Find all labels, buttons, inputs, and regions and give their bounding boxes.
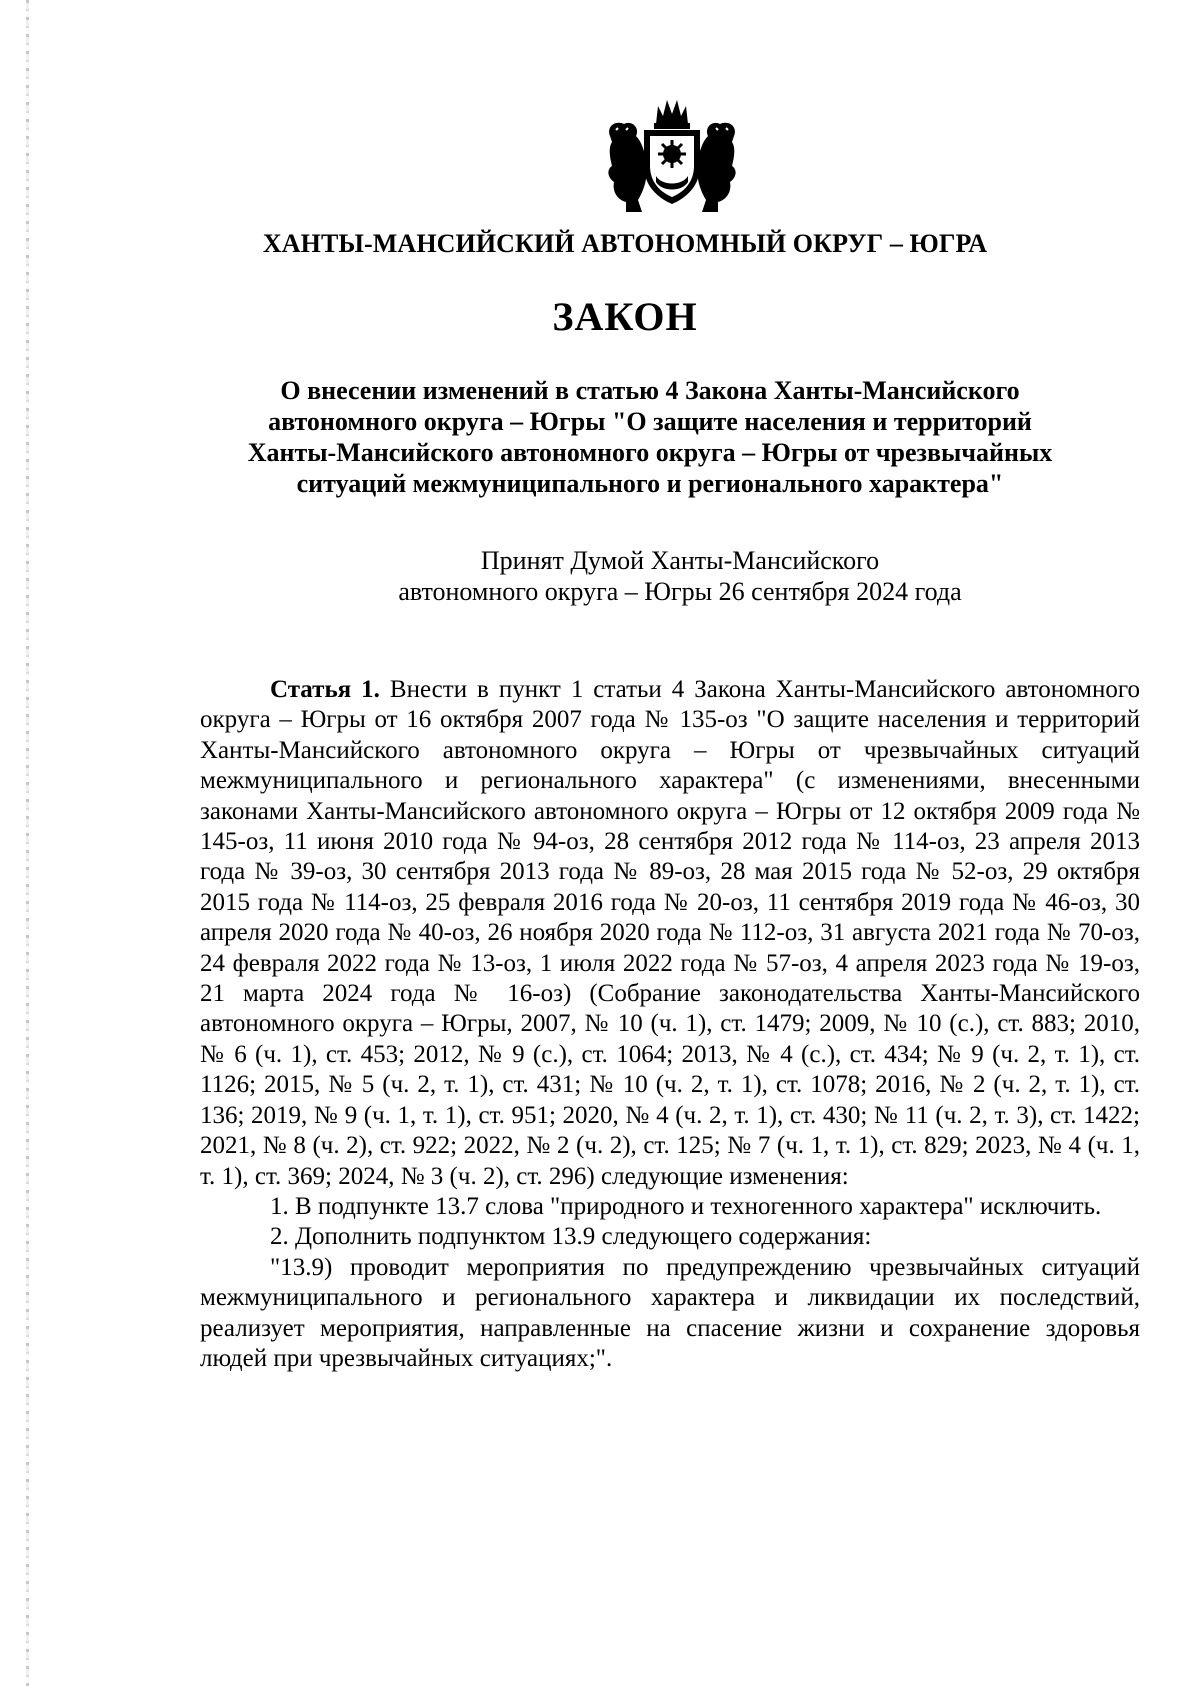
article-1-intro-text: Внести в пункт 1 статьи 4 Закона Ханты-Мансийского автономного округа – Югры от 16 октября 2007 года № 135-оз "О защите населения и территорий Ханты-Мансийского автономного округа – Югры от чрезвычайных ситуаций межмуниципального и регионального характера" (с изменениями, внесенными законами Ханты-Мансийского автономного округа – Югры от 12 октября 2009 года № 145-оз, 11 июня 2010 года № 94-оз, 28 сентября 2012 года № 114-оз, 23 апреля 2013 года № 39-оз, 30 сентября 2013 года № 89-оз, 28 мая 2015 года № 52-оз, 29 октября 2015 года № 114-оз, 25 февраля 2016 года № 20-оз, 11 сентября 2019 года № 46-оз, 30 апреля 2020 года № 40-оз, 26 ноября 2020 года № 112-оз, 31 августа 2021 года № 70-оз, 24 февраля 2022 года № 13-оз, 1 июля 2022 года № 57-оз, 4 апреля 2023 года № 19-оз, 21 марта 2024 года № 16-оз) (Собрание законодательства Ханты-Мансийского автономного округа – Югры, 2007, № 10 (ч. 1), ст. 1479; 2009, № 10 (с.), ст. 883; 2010, № 6 (ч. 1), ст. 453; 2012, № 9 (с.), ст. 1064; 2013, № 4 (с.), ст. 434; № 9 (ч. 2, т. 1), ст. 1126; 2015, № 5 (ч. 2, т. 1), ст. 431; № 10 (ч. 2, т. 1), ст. 1078; 2016, № 2 (ч. 2, т. 1), ст. 136; 2019, № 9 (ч. 1, т. 1), ст. 951; 2020, № 4 (ч. 2, т. 1), ст. 430; № 11 (ч. 2, т. 3), ст. 1422; 2021, № 8 (ч. 2), ст. 922; 2022, № 2 (ч. 2), ст. 125; № 7 (ч. 1, т. 1), ст. 829; 2023, № 4 (ч. 1, т. 1), ст. 369; 2024, № 3 (ч. 2), ст. 296) следующие изменения: [200, 676, 1140, 1190]
adoption-note-line: Принят Думой Ханты-Мансийского [480, 546, 880, 575]
adoption-note [300, 545, 1060, 607]
region-name: ХАНТЫ-МАНСИЙСКИЙ АВТОНОМНЫЙ ОКРУГ – ЮГРА [262, 229, 988, 258]
coat-of-arms-emblem [602, 96, 742, 214]
article-1-intro [200, 675, 1140, 1192]
law-title-line: ситуаций межмуниципального и регионального характера" [296, 469, 1004, 498]
article-1-item-2: 2. Дополнить подпунктом 13.9 следующего содержания: [270, 1223, 872, 1251]
article-1-quote: "13.9) проводит мероприятия по предупреждению чрезвычайных ситуаций межмуниципального и регионального характера и ликвидации их последствий, реализует мероприятия, направленные на спасение жизни и сохранение здоровья людей при чрезвычайных ситуациях;". [200, 1253, 1140, 1372]
article-1 [200, 675, 1140, 1374]
law-title-line: О внесении изменений в статью 4 Закона Ханты-Мансийского [280, 376, 1020, 405]
article-1-heading: Статья 1. [270, 676, 380, 703]
article-1-item-1: 1. В подпункте 13.7 слова "природного и техногенного характера" исключить. [270, 1192, 1102, 1220]
law-title-line: автономного округа – Югры "О защите населения и территорий [268, 407, 1032, 436]
document-type: ЗАКОН [552, 294, 698, 339]
law-title [230, 375, 1070, 499]
law-title-line: Ханты-Мансийского автономного округа – Югры от чрезвычайных [247, 438, 1053, 467]
adoption-note-line: автономного округа – Югры 26 сентября 2024 года [398, 577, 962, 606]
